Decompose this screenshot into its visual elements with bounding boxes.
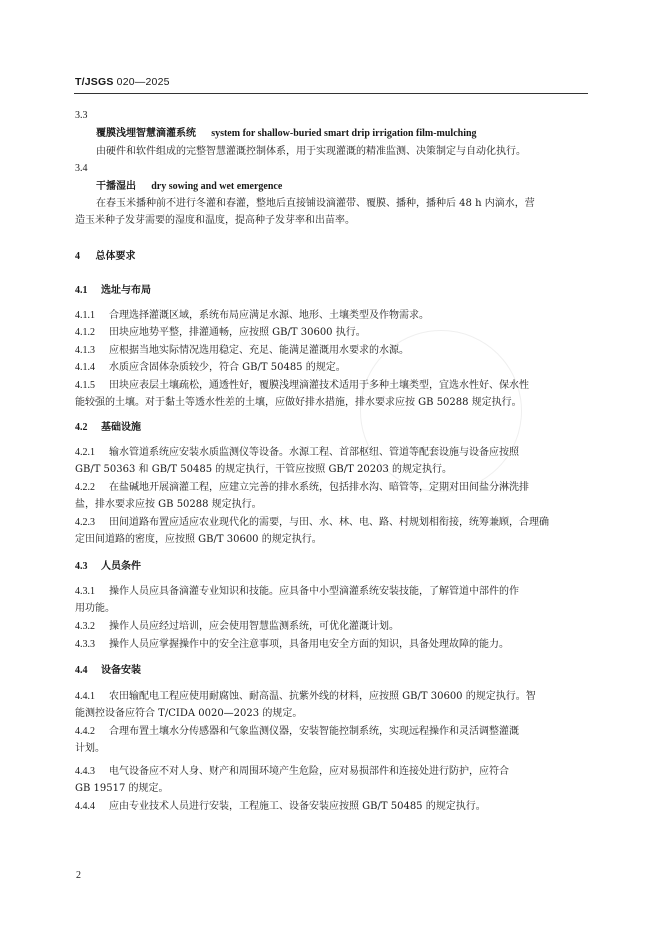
term-3-3	[96, 127, 477, 141]
clause-text: 操作人员应掌握操作中的安全注意事项，具备用电安全方面的知识，具备处理故障的能力。	[109, 639, 509, 650]
clause-4-4-1	[75, 690, 536, 704]
chapter-4-number: 4	[75, 251, 80, 262]
clause-number: 4.2.2	[75, 482, 95, 493]
clause-4-4-2	[75, 725, 519, 739]
section-4-4-heading	[75, 664, 141, 678]
section-4-2-title: 基础设施	[100, 422, 141, 433]
clause-text: 合理布置土壤水分传感器和气象监测仪器，安装智能控制系统，实现远程操作和灵活调整灌溉	[109, 726, 519, 737]
section-4-2-heading	[75, 421, 141, 435]
term-3-3-zh: 覆膜浅埋智慧滴灌系统	[96, 128, 196, 139]
clause-number: 4.1.1	[75, 310, 95, 321]
clause-number: 4.3.1	[75, 586, 95, 597]
section-4-1-title: 选址与布局	[100, 285, 151, 296]
clause-number-3-3: 3.3	[75, 110, 88, 121]
clause-4-4-4	[75, 800, 486, 814]
clause-4-4-1-cont: 能测控设备应符合 T/CIDA 0020—2023 的规定。	[75, 708, 303, 719]
clause-text: 输水管道系统应安装水质监测仪等设备。水源工程、首部枢纽、管道等配套设施与设备应按照	[109, 447, 519, 458]
clause-number: 4.3.3	[75, 639, 95, 650]
standard-code-number: 020—2025	[116, 76, 170, 88]
clause-number: 4.4.3	[75, 766, 95, 777]
section-4-3-heading	[75, 560, 141, 574]
page-number: 2	[76, 870, 81, 881]
section-4-1-heading	[75, 284, 151, 298]
clause-number: 4.1.4	[75, 362, 95, 373]
standard-code-header	[75, 76, 170, 88]
clause-4-2-1	[75, 446, 519, 460]
clause-number: 4.4.1	[75, 691, 95, 702]
clause-4-1-5-cont: 能较强的土壤。对于黏土等透水性差的土壤，应做好排水措施，排水要求应按 GB 50288 规定执行。	[75, 397, 522, 408]
clause-number: 4.1.2	[75, 327, 95, 338]
clause-number: 4.3.2	[75, 621, 95, 632]
clause-number: 4.1.3	[75, 345, 95, 356]
section-4-3-title: 人员条件	[100, 561, 141, 572]
term-3-4	[96, 180, 282, 194]
clause-number: 4.2.3	[75, 517, 95, 528]
clause-4-3-1-cont: 用功能。	[75, 603, 115, 614]
clause-text: 合理选择灌溉区域，系统布局应满足水源、地形、土壤类型及作物需求。	[109, 310, 429, 321]
term-3-3-en: system for shallow-buried smart drip irrigation film-mulching	[211, 128, 477, 139]
clause-number: 4.2.1	[75, 447, 95, 458]
clause-text: 应由专业技术人员进行安装，工程施工、设备安装应按照 GB/T 50485 的规定执行。	[109, 801, 486, 812]
header-rule	[74, 93, 588, 94]
clause-4-2-2-cont: 盐，排水要求应按 GB 50288 规定执行。	[75, 499, 262, 510]
section-4-1-number: 4.1	[75, 285, 88, 296]
clause-4-1-3	[75, 344, 409, 358]
clause-4-2-1-cont: GB/T 50363 和 GB/T 50485 的规定执行，干管应按照 GB/T 20203 的规定执行。	[75, 464, 452, 475]
definition-3-4-line2: 造玉米种子发芽需要的湿度和温度，提高种子发芽率和出苗率。	[75, 215, 355, 226]
clause-4-4-3	[75, 765, 509, 779]
section-4-4-number: 4.4	[75, 665, 88, 676]
clause-4-4-3-cont: GB 19517 的规定。	[75, 783, 169, 794]
clause-text: 电气设备应不对人身、财产和周围环境产生危险，应对易损部件和连接处进行防护，应符合	[109, 766, 509, 777]
clause-4-1-2	[75, 326, 366, 340]
clause-4-2-3-cont: 定田间道路的密度，应按照 GB/T 30600 的规定执行。	[75, 534, 322, 545]
chapter-4-heading	[75, 250, 135, 264]
clause-4-3-3	[75, 638, 509, 652]
clause-text: 田间道路布置应适应农业现代化的需要，与田、水、林、电、路、村规划相衔接，统筹兼顾，合理确	[109, 517, 549, 528]
chapter-4-title: 总体要求	[95, 251, 136, 262]
clause-4-3-1	[75, 585, 519, 599]
clause-text: 在盐碱地开展滴灌工程，应建立完善的排水系统，包括排水沟、暗管等，定期对田间盐分淋洗排	[109, 482, 529, 493]
clause-number: 4.4.2	[75, 726, 95, 737]
definition-3-3: 由硬件和软件组成的完整智慧灌溉控制体系，用于实现灌溉的精准监测、决策制定与自动化执行。	[96, 146, 526, 157]
clause-text: 农田输配电工程应使用耐腐蚀、耐高温、抗紫外线的材料，应按照 GB/T 30600 的规定执行。智	[109, 691, 536, 702]
clause-text: 田块应表层土壤疏松，通透性好，覆膜浅埋滴灌技术适用于多种土壤类型，宜选水性好、保水性	[109, 380, 529, 391]
clause-4-1-1	[75, 309, 429, 323]
clause-4-4-2-cont: 计划。	[75, 743, 105, 754]
clause-number-3-4: 3.4	[75, 163, 88, 174]
section-4-4-title: 设备安装	[100, 665, 141, 676]
clause-4-2-3	[75, 516, 549, 530]
clause-number: 4.1.5	[75, 380, 95, 391]
clause-text: 水质应含固体杂质较少，符合 GB/T 50485 的规定。	[109, 362, 346, 373]
term-3-4-en: dry sowing and wet emergence	[151, 181, 283, 192]
clause-4-3-2	[75, 620, 399, 634]
clause-text: 操作人员应经过培训，应会使用智慧监测系统，可优化灌溉计划。	[109, 621, 399, 632]
standard-code-prefix: T/JSGS	[75, 76, 114, 88]
clause-4-2-2	[75, 481, 529, 495]
definition-3-4-line1: 在春玉米播种前不进行冬灌和春灌，整地后直接铺设滴灌带、覆膜、播种，播种后 48 h 内滴水，营	[96, 198, 535, 209]
section-4-3-number: 4.3	[75, 561, 88, 572]
term-3-4-zh: 干播湿出	[96, 181, 136, 192]
clause-text: 应根据当地实际情况选用稳定、充足、能满足灌溉用水要求的水源。	[109, 345, 409, 356]
section-4-2-number: 4.2	[75, 422, 88, 433]
clause-text: 田块应地势平整，排灌通畅，应按照 GB/T 30600 执行。	[109, 327, 366, 338]
clause-text: 操作人员应具备滴灌专业知识和技能。应具备中小型滴灌系统安装技能，了解管道中部件的作	[109, 586, 519, 597]
clause-4-1-5	[75, 379, 529, 393]
clause-number: 4.4.4	[75, 801, 95, 812]
clause-4-1-4	[75, 361, 346, 375]
